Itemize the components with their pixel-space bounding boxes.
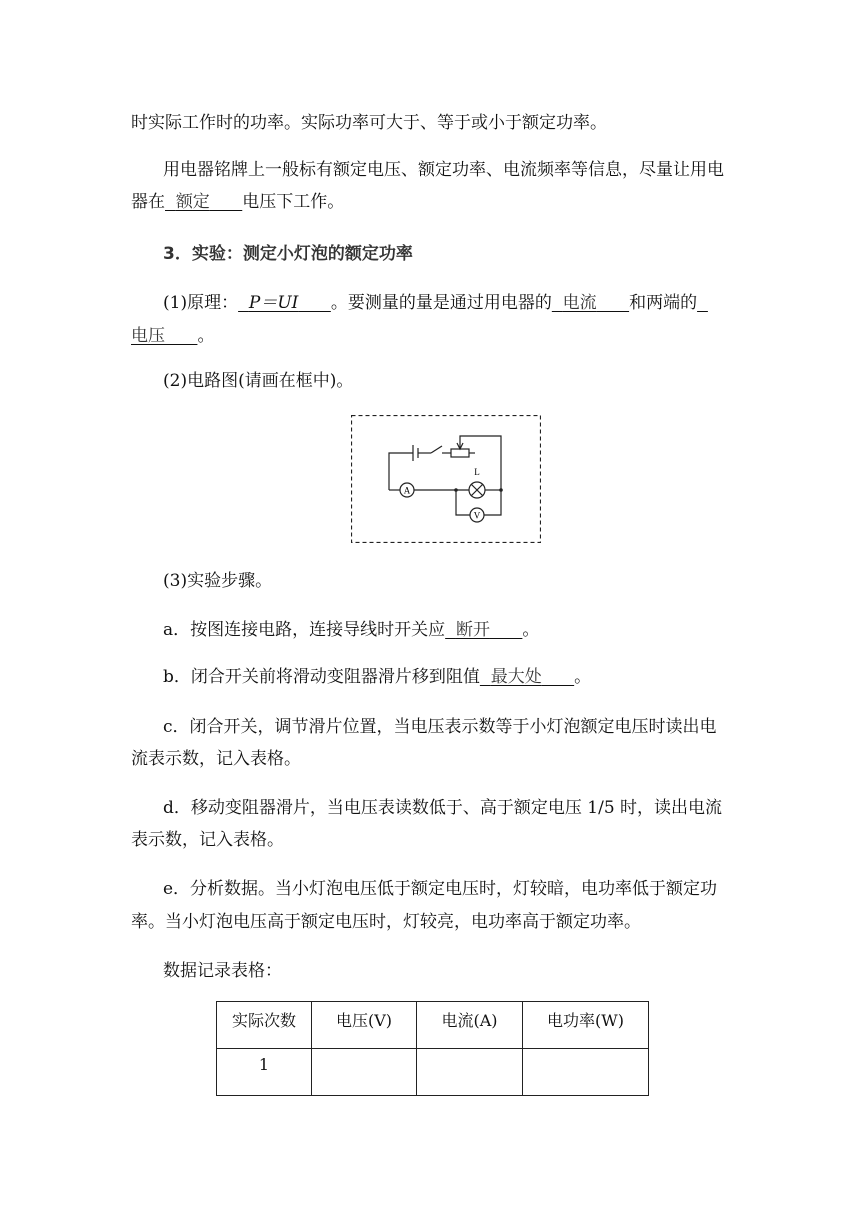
answer-blank	[445, 620, 522, 640]
data-table	[216, 1001, 649, 1096]
text-line	[131, 325, 214, 347]
dashed-frame	[352, 416, 541, 543]
answer-text: 电压	[131, 326, 165, 346]
text-line: d．移动变阻器滑片，当电压表读数低于、高于额定电压 1/5 时，读出电流	[163, 798, 723, 818]
table-header-cell: 实际次数	[217, 1002, 312, 1049]
answer-text: 最大处	[490, 667, 542, 687]
answer-blank	[697, 293, 708, 313]
junction-dot	[454, 488, 458, 492]
table-header-cell: 电压(V)	[312, 1002, 417, 1049]
table-row	[217, 1049, 649, 1096]
wire	[456, 490, 470, 515]
text-fragment: 电压下工作。	[242, 192, 345, 212]
text-line	[131, 191, 344, 213]
answer-blank	[238, 293, 331, 313]
text-fragment: 和两端的	[629, 293, 698, 313]
table-header-cell: 电流(A)	[417, 1002, 523, 1049]
text-line: 表示数，记入表格。	[131, 830, 284, 850]
answer-blank	[480, 667, 574, 687]
text-line	[163, 666, 591, 688]
wire	[484, 490, 501, 515]
text-line: 率。当小灯泡电压高于额定电压时，灯较亮，电功率高于额定功率。	[131, 912, 641, 932]
switch-icon	[431, 446, 442, 453]
table-cell	[523, 1049, 649, 1096]
answer-blank	[165, 192, 242, 212]
table-caption: 数据记录表格：	[163, 961, 282, 981]
text-line: 用电器铭牌上一般标有额定电压、额定功率、电流频率等信息，尽量让用电	[163, 160, 724, 180]
text-fragment: 。	[574, 667, 592, 687]
text-line: 时实际工作时的功率。实际功率可大于、等于或小于额定功率。	[131, 113, 607, 133]
lamp-label: L	[474, 467, 480, 477]
formula-text: P＝UI	[248, 293, 299, 313]
text-fragment: 。	[522, 620, 540, 640]
text-line: 流表示数，记入表格。	[131, 749, 301, 769]
text-fragment: (1)原理：	[163, 293, 239, 313]
answer-blank	[131, 326, 197, 346]
wire	[389, 453, 413, 490]
text-line	[163, 292, 708, 314]
text-line	[163, 619, 539, 641]
text-line: c．闭合开关，调节滑片位置，当电压表示数等于小灯泡额定电压时读出电	[163, 717, 717, 737]
ammeter-label: A	[403, 485, 411, 496]
voltmeter-label: V	[473, 510, 481, 521]
text-fragment: 。要测量的量是通过用电器的	[330, 293, 552, 313]
heading-text: 3．实验：测定小灯泡的额定功率	[163, 244, 413, 264]
section-heading	[163, 243, 413, 265]
text-fragment: a．按图连接电路，连接导线时开关应	[163, 620, 446, 640]
answer-text: 额定	[175, 192, 210, 212]
text-fragment: 器在	[131, 192, 165, 212]
text-fragment: 。	[197, 326, 215, 346]
table-header-row	[217, 1002, 649, 1049]
text-line: (2)电路图(请画在框中)。	[163, 371, 354, 391]
circuit-diagram	[351, 415, 541, 543]
answer-blank	[552, 293, 629, 313]
answer-text: 断开	[455, 620, 490, 640]
table-cell	[312, 1049, 417, 1096]
answer-text: 电流	[562, 293, 597, 313]
table-header-cell: 电功率(W)	[523, 1002, 649, 1049]
table-cell: 1	[217, 1049, 312, 1096]
table-cell	[417, 1049, 523, 1096]
junction-dot	[499, 488, 503, 492]
text-line: e．分析数据。当小灯泡电压低于额定电压时，灯较暗，电功率低于额定功	[163, 879, 718, 899]
text-fragment: b．闭合开关前将滑动变阻器滑片移到阻值	[163, 667, 480, 687]
wire	[460, 436, 501, 490]
text-line: (3)实验步骤。	[163, 571, 273, 591]
